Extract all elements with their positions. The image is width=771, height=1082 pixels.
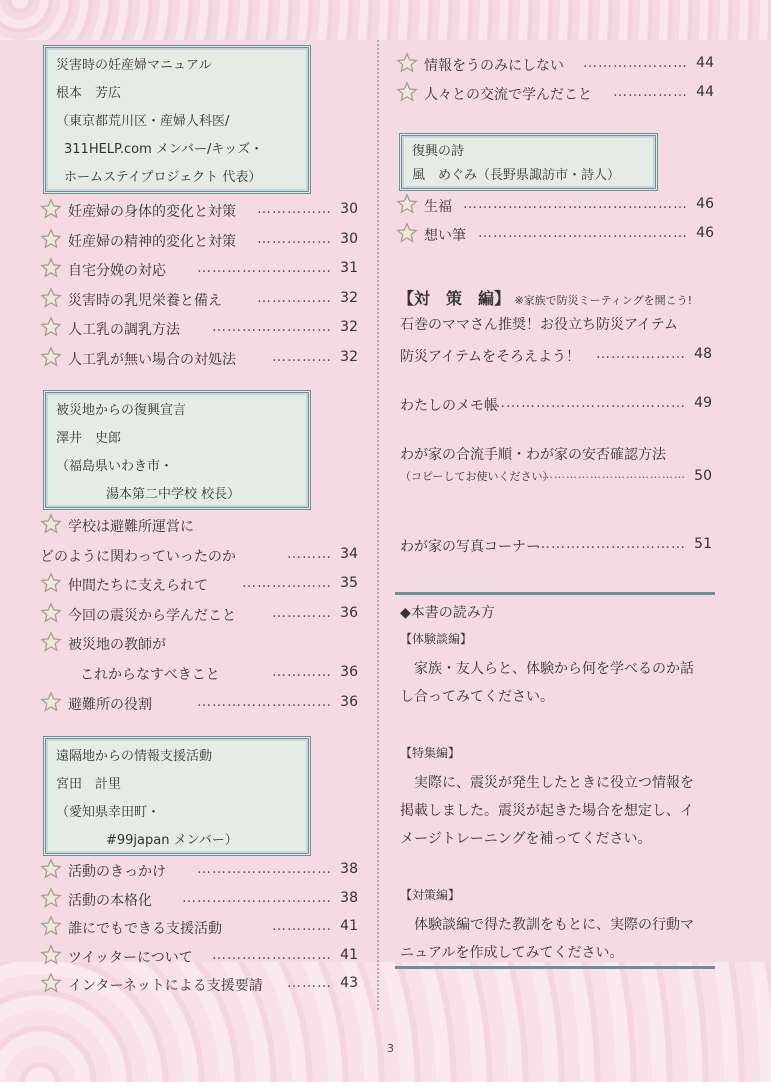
toc-entry [40,858,358,882]
toc-entry-title: 被災地の教師が [68,637,166,654]
star-icon [40,316,62,338]
toc-entry-title: 人工乳が無い場合の対処法 [68,351,236,368]
star-icon [40,257,62,279]
toc-entry-title: 妊産婦の精神的変化と対策 [68,233,236,250]
toc-entry [40,661,358,685]
taisaku-note: ※家族で防災ミーティングを開こう! [514,294,692,307]
toc-page-number: 41 [340,918,358,934]
author-name: 風 めぐみ（長野県諏訪市・詩人） [412,168,621,183]
author-affiliation: 湯本第二中学校 校長） [106,487,241,502]
toc-page-number: 31 [340,260,358,276]
howto-top-rule [395,592,715,595]
toc-page-number: 36 [340,693,358,710]
howto-para-tokushu-3: メージトレーニングを補ってください。 [400,831,652,847]
toc-leader-dots: …………… [613,84,688,100]
toc-leader-dots: ……………………………………… [463,196,688,212]
toc-entry [400,392,712,416]
toc-leader-dots: ……… [287,545,332,562]
author-affiliation: （福島県いわき市・ [56,459,174,474]
toc-entry [40,228,358,252]
toc-leader-dots: …………………………………… [478,225,688,241]
toc-leader-dots: ……………… [242,575,332,592]
toc-entry-title: わが家の写真コーナー [400,539,540,555]
toc-entry-title: 生福 [424,199,452,215]
toc-entry [40,316,358,340]
taisaku-title: 【対 策 編】 [398,289,511,308]
star-icon [40,513,62,535]
toc-leader-dots: ……………………… [197,861,332,877]
howto-para-taiken-1: 家族・友人らと、体験から何を学べるのか話 [400,661,694,677]
toc-leader-dots: …………… [257,230,332,247]
toc-leader-dots: …………………… [212,946,332,963]
star-icon [396,52,418,74]
howto-para-taisaku-2: ニュアルを作成してみてください。 [400,945,624,961]
star-icon [40,572,62,594]
toc-entry [40,944,358,968]
toc-entry [40,257,358,281]
toc-page-number: 44 [696,55,714,71]
toc-leader-dots: ………………………… [182,889,332,906]
toc-page-number: 32 [340,319,358,335]
toc-leader-dots: …………………… [212,319,332,335]
toc-entry-title: 誰にでもできる支援活動 [68,921,222,937]
toc-entry-title: 情報をうのみにしない [424,58,564,74]
howto-para-taisaku-1: 体験談編で得た教訓をもとに、実際の行動マ [400,917,694,933]
toc-leader-dots: ………………… [583,55,688,71]
author-affiliation: #99japan メンバー） [106,833,238,848]
star-icon [396,222,418,244]
toc-entry-title: （コピーしてお使いください） [400,470,554,483]
toc-leader-dots: ……………………… [197,693,332,710]
toc-entry-title: 人工乳の調乳方法 [68,322,180,338]
toc-entry-title: 人々との交流で学んだこと [424,87,592,103]
toc-entry-title: 学校は避難所運営に [68,519,194,535]
star-icon [40,915,62,937]
star-icon [40,972,62,994]
toc-entry [400,533,712,557]
toc-leader-dots: ……………………… [197,260,332,276]
toc-page-number: 38 [340,889,358,906]
toc-entry [40,887,358,911]
section-box-pregnant-manual [43,45,311,194]
toc-leader-dots: …………… [257,201,332,217]
toc-entry [40,572,358,596]
toc-entry-title: 活動の本格化 [68,892,152,909]
toc-entry-title: 今回の震災から学んだこと [68,607,236,624]
author-name: 澤井 史郎 [56,431,122,446]
toc-page-number: 46 [696,225,714,241]
toc-entry [400,343,712,367]
toc-entry [400,465,712,489]
toc-entry-title: わが家の合流手順・わが家の安否確認方法 [400,447,666,463]
toc-entry [40,198,358,222]
author-affiliation: ホームステイプロジェクト 代表） [64,170,262,185]
toc-entry [40,287,358,311]
toc-leader-dots: ……… [287,975,332,991]
star-icon [40,944,62,966]
toc-leader-dots: …………… [257,289,332,306]
author-affiliation: （東京都荒川区・産婦人科医/ [56,114,230,129]
author-affiliation: （愛知県幸田町・ [56,805,161,820]
toc-entry-title: 仲間たちに支えられて [68,578,208,595]
toc-page-number: 46 [696,196,714,212]
howto-para-tokushu-2: 掲載しました。震災が起きた場合を想定し、イ [400,803,694,819]
section-title: 災害時の妊産婦マニュアル [56,58,212,73]
toc-leader-dots: ………… [272,918,332,934]
toc-leader-dots: ………… [272,604,332,621]
toc-leader-dots: ………………………… [536,536,686,552]
toc-entry-title: 避難所の役割 [68,696,152,713]
toc-entry-title: 活動のきっかけ [68,864,166,880]
toc-entry-title: どのように関わっていったのか [40,548,236,565]
toc-leader-dots: ………… [272,348,332,365]
toc-entry-title: 災害時の乳児栄養と備え [68,292,222,309]
howto-heading-taiken: 【体験談編】 [400,632,473,646]
toc-entry [40,691,358,715]
toc-entry [396,81,714,105]
author-name: 宮田 計里 [56,777,122,792]
toc-page-number: 44 [696,84,714,100]
toc-entry [40,513,358,537]
star-icon [396,193,418,215]
section-title: 復興の詩 [412,144,465,159]
toc-page-number: 32 [340,289,358,306]
toc-entry-title: 妊産婦の身体的変化と対策 [68,204,236,220]
toc-page-number: 50 [694,468,712,484]
toc-entry-title: これからなすべきこと [80,667,220,683]
star-icon [40,602,62,624]
star-icon [40,887,62,909]
toc-page-number: 34 [340,545,358,562]
author-affiliation: 311HELP.com メンバー/キッズ・ [64,142,264,157]
toc-entry [396,52,714,76]
toc-entry [40,972,358,996]
toc-entry-title: わたしのメモ帳 [400,398,498,414]
howto-title: ◆本書の読み方 [400,605,495,621]
toc-leader-dots: ………… [272,664,332,680]
toc-entry-title: インターネットによる支援要請 [68,978,263,994]
toc-entry [40,543,358,567]
toc-entry [40,346,358,370]
howto-bottom-rule [395,966,715,969]
toc-entry [40,915,358,939]
column-divider [377,40,379,1010]
howto-para-taiken-2: し合ってみてください。 [400,689,554,705]
toc-entry [396,222,714,246]
taisaku-subtitle: 石巻のママさん推奨！お役立ち防災アイテム [400,317,679,333]
author-name: 根本 芳広 [56,86,122,101]
toc-entry-title: 防災アイテムをそろえよう！ [400,349,581,365]
star-icon [40,198,62,220]
page-number: 3 [387,1042,394,1055]
section-title: 被災地からの復興宣言 [56,403,187,418]
howto-heading-taisaku: 【対策編】 [400,888,461,902]
toc-page-number: 35 [340,575,358,592]
toc-entry [40,631,358,655]
star-icon [40,287,62,309]
howto-heading-tokushu: 【特集編】 [400,746,461,760]
toc-page-number: 51 [694,536,712,552]
section-box-info-support [43,736,311,856]
toc-page-number: 30 [340,201,358,217]
toc-page-number: 48 [694,346,712,362]
toc-page-number: 30 [340,230,358,247]
toc-entry-title: 想い筆 [424,228,466,244]
howto-para-tokushu-1: 実際に、震災が発生したときに役立つ情報を [400,775,694,791]
toc-page-number: 41 [340,946,358,963]
star-icon [40,228,62,250]
toc-leader-dots: ………………………………… [491,395,686,411]
toc-page-number: 36 [340,604,358,621]
star-icon [40,691,62,713]
section-title: 遠隔地からの情報支援活動 [56,749,213,764]
star-icon [40,631,62,653]
toc-page-number: 43 [340,975,358,991]
star-icon [396,81,418,103]
toc-entry-title: 自宅分娩の対応 [68,263,166,279]
toc-page-number: 36 [340,664,358,680]
toc-entry [396,193,714,217]
star-icon [40,346,62,368]
lace-border-top [0,0,771,40]
toc-page-number: 49 [694,395,712,411]
toc-entry [40,602,358,626]
section-box-reconstruction [43,390,311,510]
toc-entry [400,441,712,465]
taisaku-heading [398,286,692,309]
toc-page-number: 38 [340,861,358,877]
section-box-poem [399,133,658,191]
toc-leader-dots: ……………… [596,346,686,362]
toc-page-number: 32 [340,348,358,365]
toc-leader-dots: ……………………………… [542,468,686,481]
toc-entry-title: ツイッターについて [68,949,193,966]
star-icon [40,858,62,880]
